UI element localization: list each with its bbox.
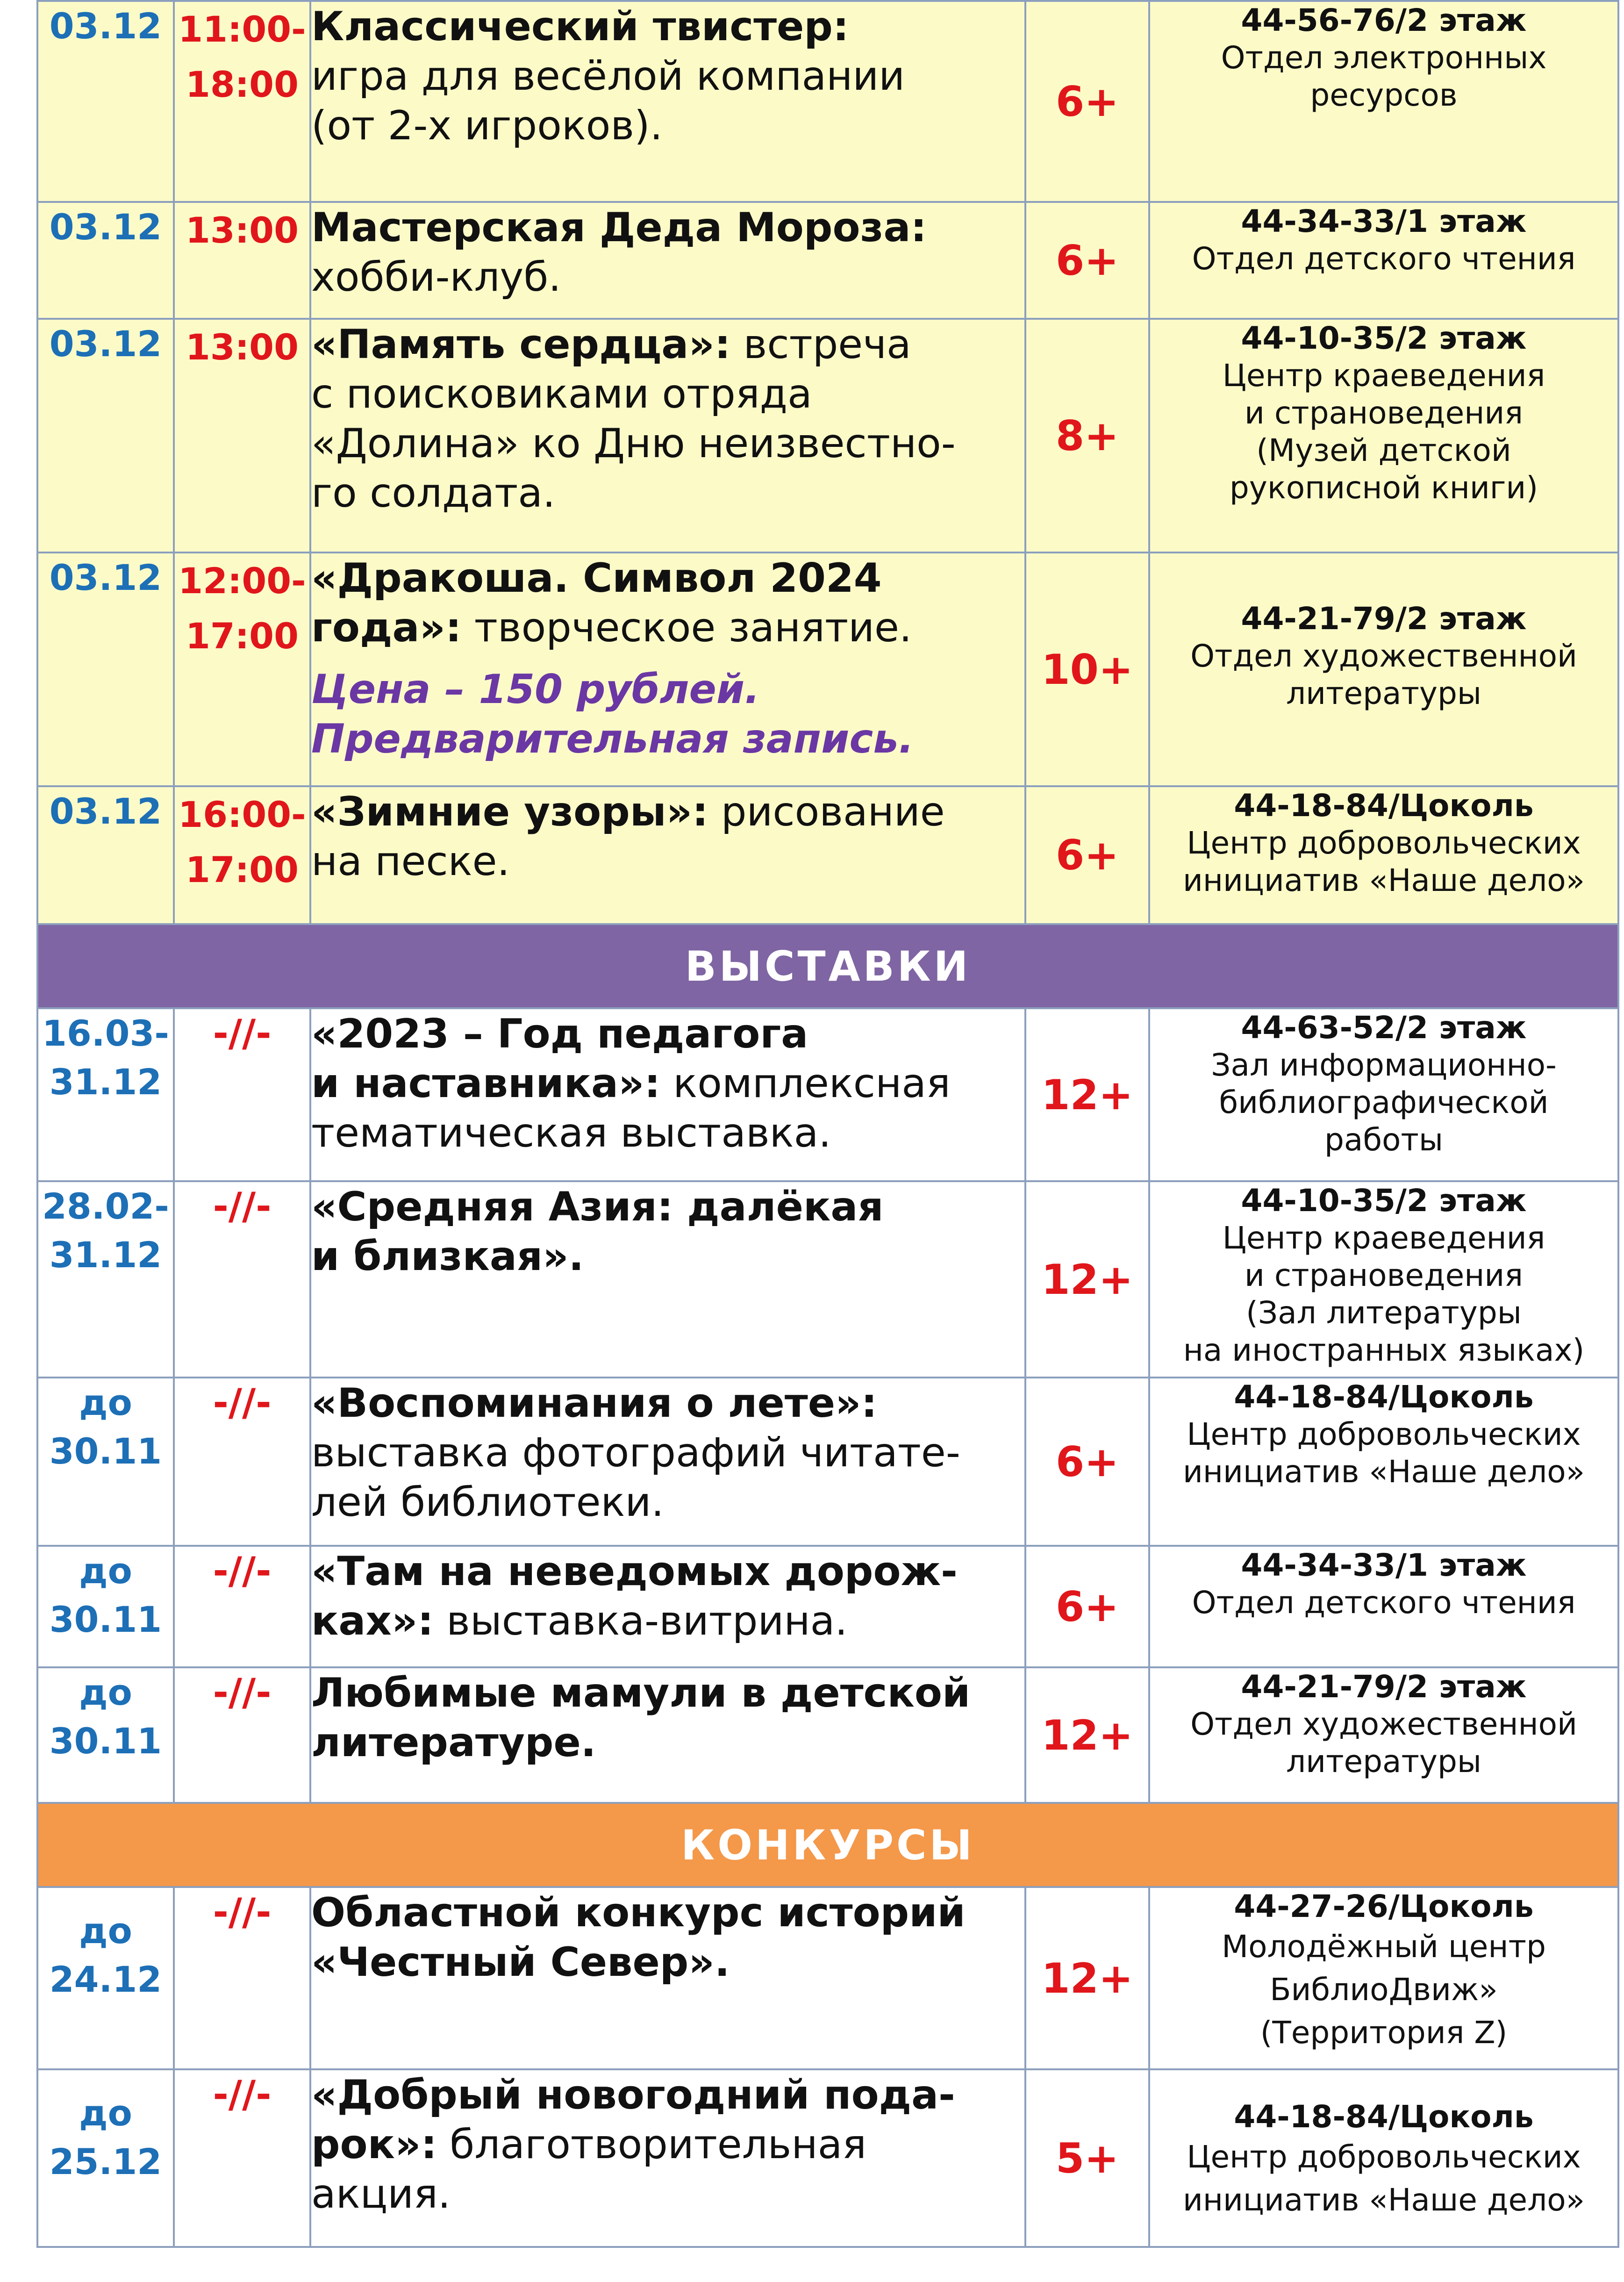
event-date: до 30.11 xyxy=(37,1667,174,1803)
event-place: 44-63-52/2 этаж Зал информационно- библиографической работы xyxy=(1149,1008,1618,1181)
event-time: -//- xyxy=(174,1378,310,1546)
exhibition-row xyxy=(37,1181,1618,1378)
event-place: 44-21-79/2 этаж Отдел художественной литературы xyxy=(1149,1667,1618,1803)
event-time: -//- xyxy=(174,1887,310,2069)
schedule-table xyxy=(36,0,1619,2248)
event-row xyxy=(37,1,1618,202)
event-date: 28.02- 31.12 xyxy=(37,1181,174,1378)
event-time: 16:00- 17:00 xyxy=(174,786,310,924)
section-title: ВЫСТАВКИ xyxy=(37,924,1618,1008)
event-place: 44-21-79/2 этаж Отдел художественной литературы xyxy=(1149,553,1618,786)
event-title: «Средняя Азия: далёкая и близкая». xyxy=(310,1181,1025,1378)
event-time: 13:00 xyxy=(174,319,310,553)
event-age: 5+ xyxy=(1025,2069,1149,2247)
event-date: до 24.12 xyxy=(37,1887,174,2069)
event-place: 44-34-33/1 этаж Отдел детского чтения xyxy=(1149,202,1618,319)
event-time: 11:00- 18:00 xyxy=(174,1,310,202)
event-date: 03.12 xyxy=(37,1,174,202)
event-age: 10+ xyxy=(1025,553,1149,786)
event-place: 44-56-76/2 этаж Отдел электронных ресурсов xyxy=(1149,1,1618,202)
event-date: до 30.11 xyxy=(37,1546,174,1667)
event-time: -//- xyxy=(174,1008,310,1181)
exhibition-row xyxy=(37,1546,1618,1667)
event-age: 6+ xyxy=(1025,1378,1149,1546)
event-place: 44-18-84/Цоколь Центр добровольческих инициатив «Наше дело» xyxy=(1149,2069,1618,2247)
event-price: Цена – 150 рублей. Предварительная запись. xyxy=(311,666,914,762)
event-row xyxy=(37,786,1618,924)
event-title: Мастерская Деда Мороза: хобби-клуб. xyxy=(310,202,1025,319)
event-title: Классический твистер: игра для весёлой компании (от 2-х игроков). xyxy=(310,1,1025,202)
event-title: «2023 – Год педагога и наставника»: комплексная тематическая выставка. xyxy=(310,1008,1025,1181)
event-place: 44-10-35/2 этаж Центр краеведения и страноведения (Зал литературы на иностранных языках) xyxy=(1149,1181,1618,1378)
event-place: 44-10-35/2 этаж Центр краеведения и страноведения (Музей детской рукописной книги) xyxy=(1149,319,1618,553)
event-age: 6+ xyxy=(1025,202,1149,319)
event-age: 8+ xyxy=(1025,319,1149,553)
event-date: 03.12 xyxy=(37,202,174,319)
event-time: -//- xyxy=(174,1181,310,1378)
event-date: до 25.12 xyxy=(37,2069,174,2247)
event-date: 03.12 xyxy=(37,319,174,553)
event-time: -//- xyxy=(174,1546,310,1667)
event-title: «Дракоша. Символ 2024 года»: творческое занятие. Цена – 150 рублей. Предварительная запись. xyxy=(310,553,1025,786)
event-place: 44-18-84/Цоколь Центр добровольческих инициатив «Наше дело» xyxy=(1149,786,1618,924)
event-time: -//- xyxy=(174,1667,310,1803)
event-age: 12+ xyxy=(1025,1008,1149,1181)
section-header-contests xyxy=(37,1803,1618,1887)
event-row xyxy=(37,319,1618,553)
event-age: 12+ xyxy=(1025,1667,1149,1803)
event-date: 16.03- 31.12 xyxy=(37,1008,174,1181)
section-title: КОНКУРСЫ xyxy=(37,1803,1618,1887)
event-title: «Там на неведомых дорож- ках»: выставка-витрина. xyxy=(310,1546,1025,1667)
event-time: 12:00- 17:00 xyxy=(174,553,310,786)
event-place: 44-27-26/Цоколь Молодёжный центр БиблиоДвиж» (Территория Z) xyxy=(1149,1887,1618,2069)
event-time: 13:00 xyxy=(174,202,310,319)
event-age: 12+ xyxy=(1025,1181,1149,1378)
event-date: 03.12 xyxy=(37,786,174,924)
event-title: «Добрый новогодний пода- рок»: благотворительная акция. xyxy=(310,2069,1025,2247)
event-title: Любимые мамули в детской литературе. xyxy=(310,1667,1025,1803)
event-place: 44-34-33/1 этаж Отдел детского чтения xyxy=(1149,1546,1618,1667)
event-title: «Воспоминания о лете»: выставка фотографий читате- лей библиотеки. xyxy=(310,1378,1025,1546)
event-age: 6+ xyxy=(1025,1546,1149,1667)
event-title: «Память сердца»: встреча с поисковиками отряда «Долина» ко Дню неизвестно- го солдата. xyxy=(310,319,1025,553)
event-row xyxy=(37,553,1618,786)
event-title: Областной конкурс историй «Честный Север». xyxy=(310,1887,1025,2069)
event-row xyxy=(37,202,1618,319)
event-age: 6+ xyxy=(1025,786,1149,924)
event-date: до 30.11 xyxy=(37,1378,174,1546)
event-date: 03.12 xyxy=(37,553,174,786)
exhibition-row xyxy=(37,1378,1618,1546)
event-time: -//- xyxy=(174,2069,310,2247)
contest-row xyxy=(37,2069,1618,2247)
exhibition-row xyxy=(37,1667,1618,1803)
section-header-exhibitions xyxy=(37,924,1618,1008)
exhibition-row xyxy=(37,1008,1618,1181)
event-place: 44-18-84/Цоколь Центр добровольческих инициатив «Наше дело» xyxy=(1149,1378,1618,1546)
event-age: 6+ xyxy=(1025,1,1149,202)
event-title: «Зимние узоры»: рисование на песке. xyxy=(310,786,1025,924)
contest-row xyxy=(37,1887,1618,2069)
event-age: 12+ xyxy=(1025,1887,1149,2069)
